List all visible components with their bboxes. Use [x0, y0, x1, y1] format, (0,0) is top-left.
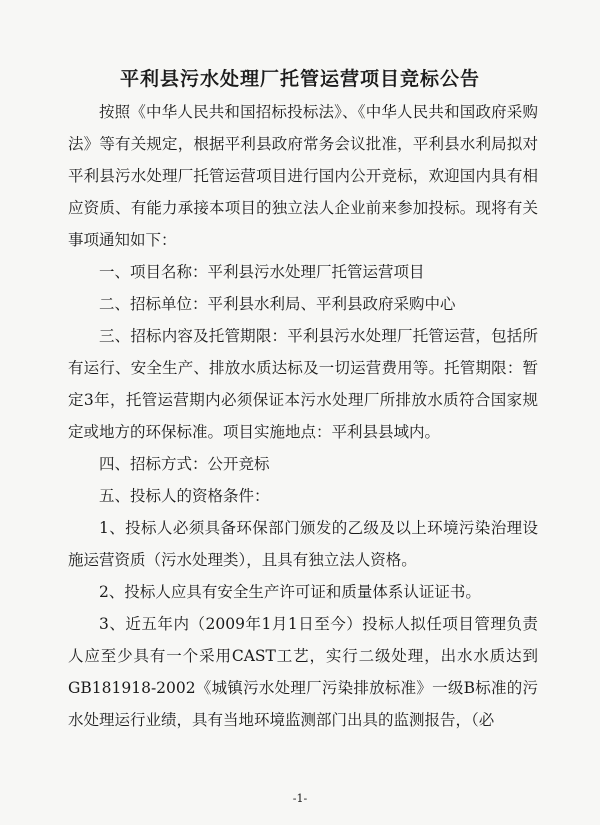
document-body	[68, 96, 538, 736]
paragraph-qualifications: 五、投标人的资格条件：	[99, 487, 270, 505]
page-number: -1-	[292, 792, 308, 805]
paragraph-tender-unit: 二、招标单位：平利县水利局、平利县政府采购中心	[99, 295, 456, 313]
paragraph-project-name: 一、项目名称：平利县污水处理厂托管运营项目	[99, 263, 425, 281]
paragraph-method: 四、招标方式：公开竞标	[99, 455, 270, 473]
paragraph-content-term: 三、招标内容及托管期限：平利县污水处理厂托管运营，包括所有运行、安全生产、排放水质达标及一切运营费用等。托管期限：暂定3年，托管运营期内必须保证本污水处理厂所排放水质符合国家规定或地方的环保标准。项目实施地点：平利县县域内。	[68, 327, 538, 441]
paragraph-qual-3: 3、近五年内（2009年1月1日至今）投标人拟任项目管理负责人应至少具有一个采用CAST工艺，实行二级处理，出水水质达到GB181918-2002《城镇污水处理厂污染排放标准》一级B标准的污水处理运行业绩，具有当地环境监测部门出具的监测报告，（必	[68, 615, 538, 729]
document-title: 平利县污水处理厂托管运营项目竞标公告	[119, 68, 480, 90]
paragraph-qual-1: 1、投标人必须具备环保部门颁发的乙级及以上环境污染治理设施运营资质（污水处理类），且具有独立法人资格。	[68, 519, 538, 569]
paragraph-intro: 按照《中华人民共和国招标投标法》、《中华人民共和国政府采购法》等有关规定，根据平利县政府常务会议批准，平利县水利局拟对平利县污水处理厂托管运营项目进行国内公开竞标，欢迎国内具有相应资质、有能力承接本项目的独立法人企业前来参加投标。现将有关事项通知如下：	[68, 103, 538, 249]
paragraph-qual-2: 2、投标人应具有安全生产许可证和质量体系认证证书。	[99, 583, 481, 601]
